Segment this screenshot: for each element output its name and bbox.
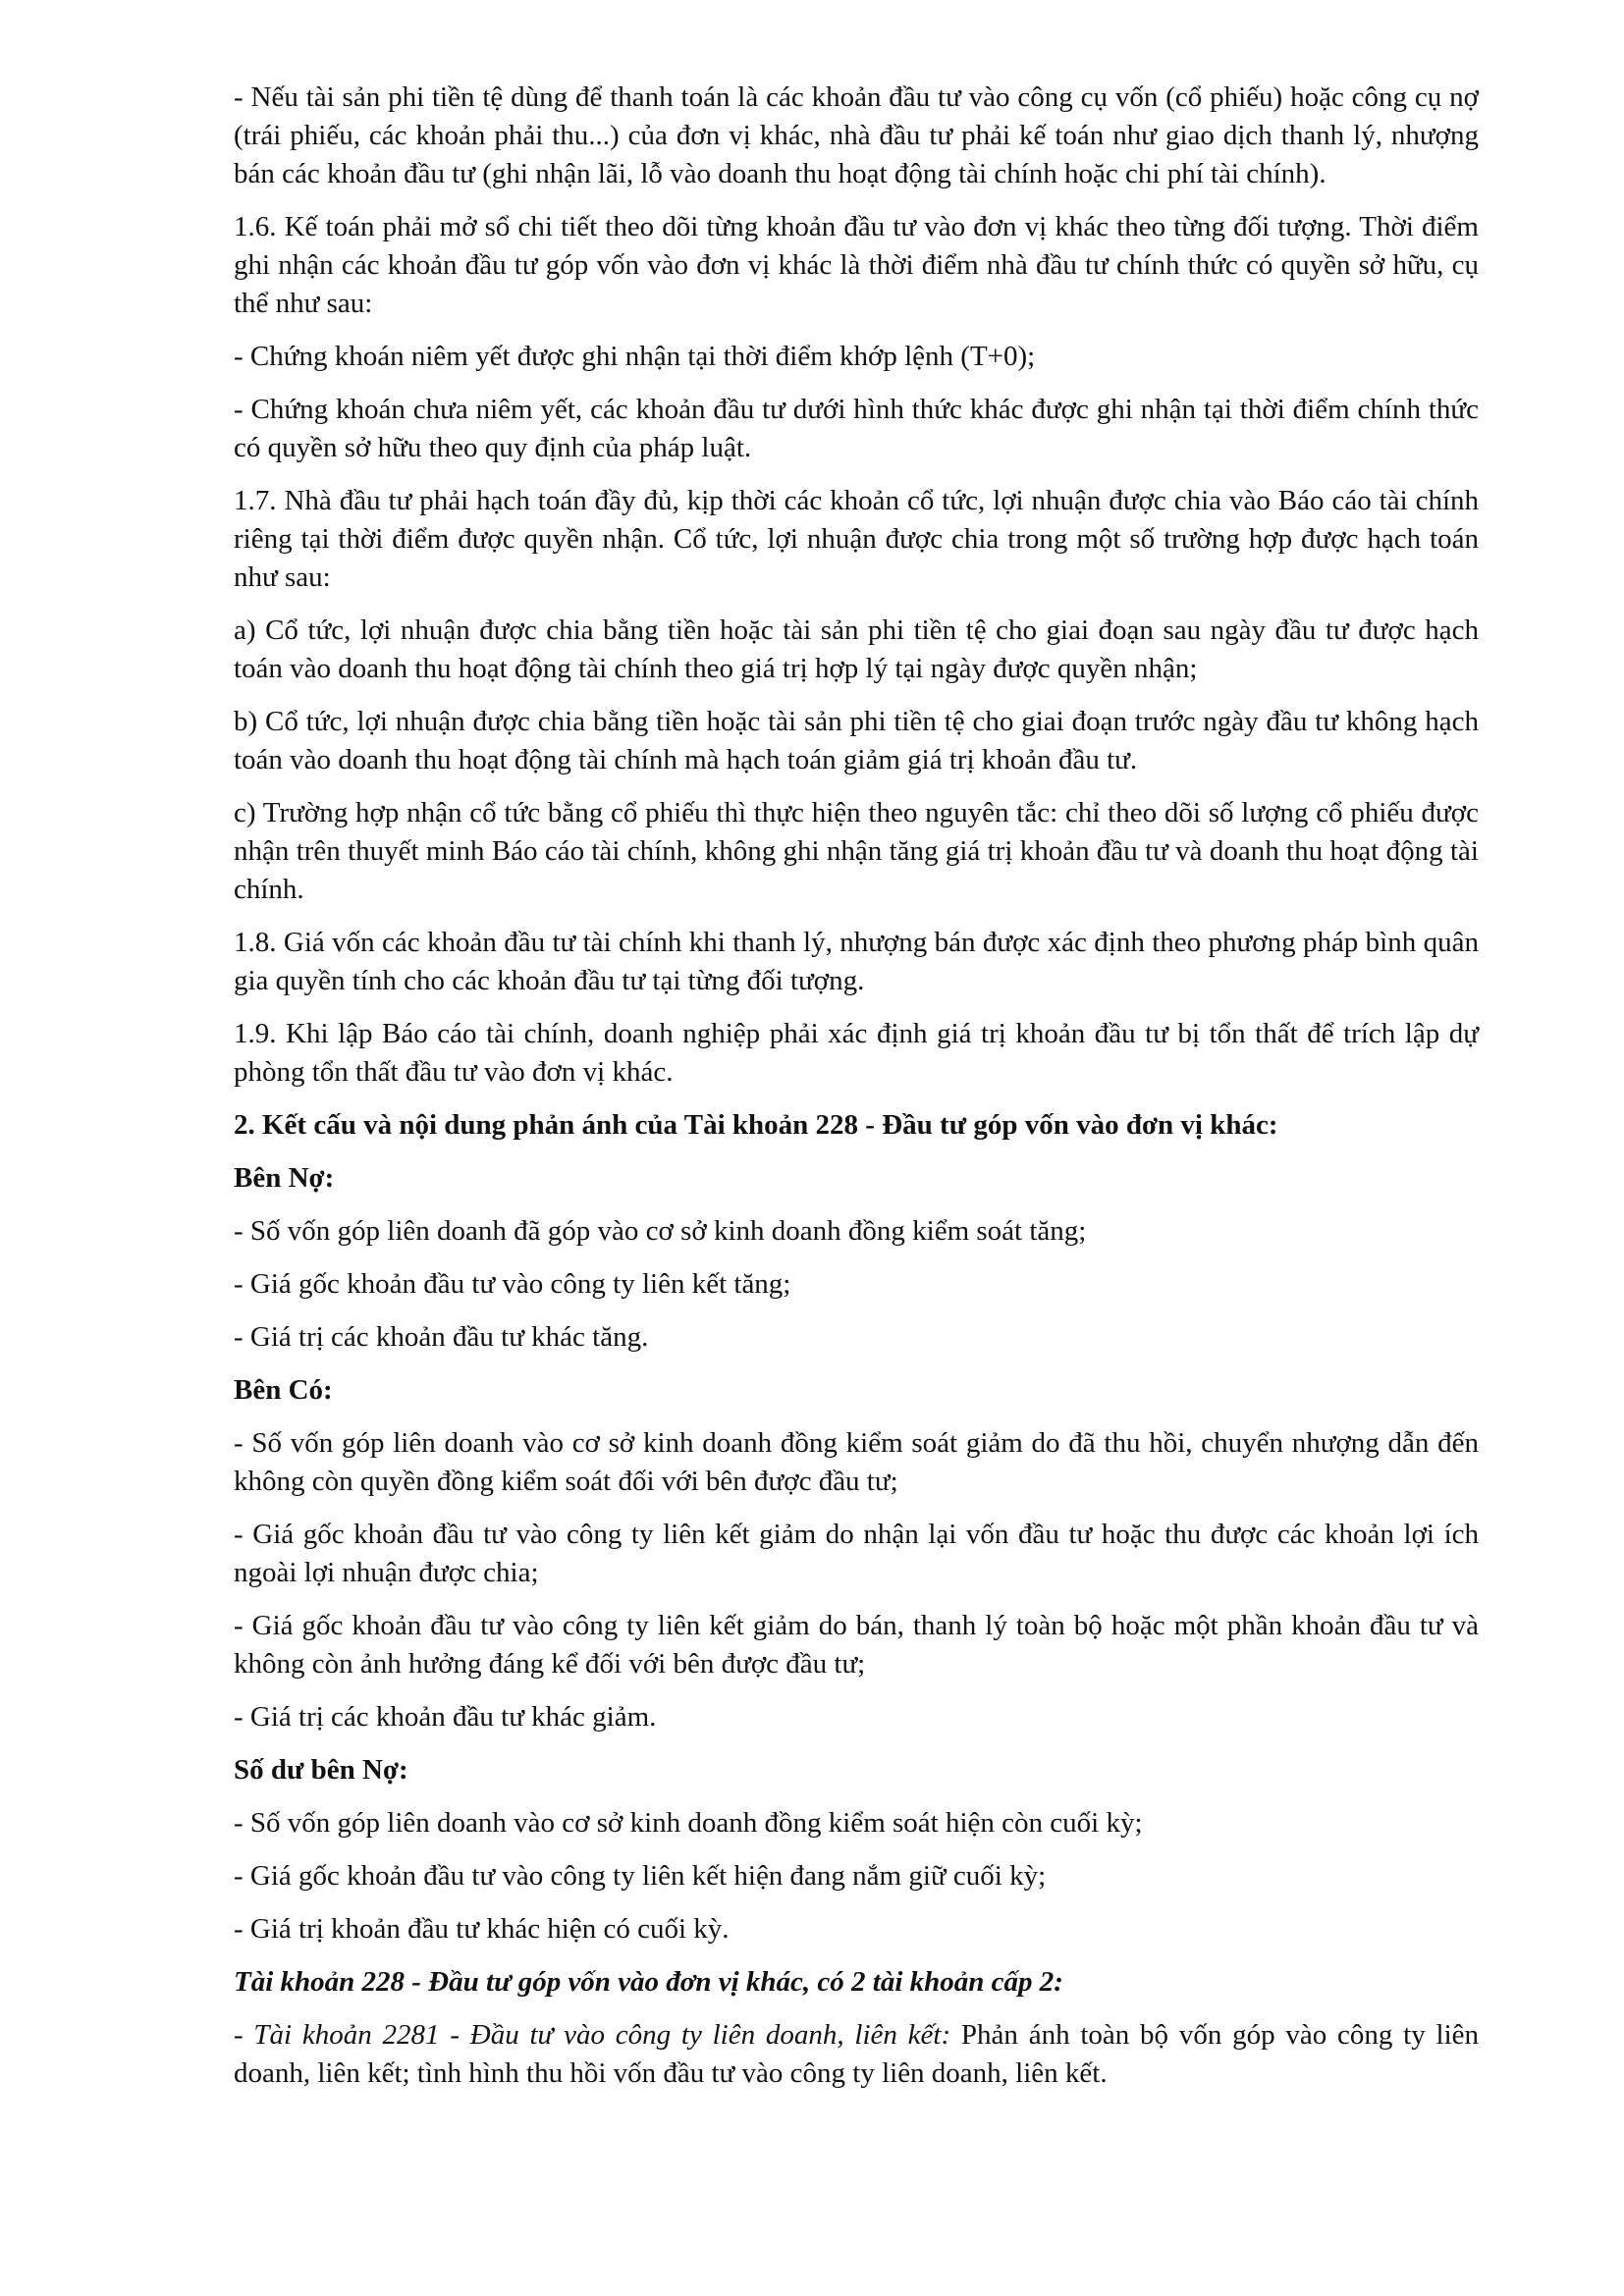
section-heading: 2. Kết cấu và nội dung phản ánh của Tài khoản 228 - Đầu tư góp vốn vào đơn vị khác: — [234, 1109, 1278, 1141]
section-heading: Tài khoản 228 - Đầu tư góp vốn vào đơn vị khác, có 2 tài khoản cấp 2: — [234, 1966, 1063, 1998]
paragraph: - Số vốn góp liên doanh vào cơ sở kinh doanh đồng kiểm soát giảm do đã thu hồi, chuyển nhượng dẫn đến không còn quyền đồng kiểm soát đối với bên được đầu tư; — [234, 1427, 1479, 1497]
paragraph: 1.8. Giá vốn các khoản đầu tư tài chính khi thanh lý, nhượng bán được xác định theo phương pháp bình quân gia quyền tính cho các khoản đầu tư tại từng đối tượng. — [234, 927, 1479, 996]
paragraph: - Chứng khoán niêm yết được ghi nhận tại thời điểm khớp lệnh (T+0); — [234, 341, 1036, 372]
paragraph: - Giá trị các khoản đầu tư khác giảm. — [234, 1701, 657, 1733]
paragraph: - Số vốn góp liên doanh đã góp vào cơ sở kinh doanh đồng kiểm soát tăng; — [234, 1215, 1087, 1247]
paragraph: c) Trường hợp nhận cổ tức bằng cổ phiếu thì thực hiện theo nguyên tắc: chỉ theo dõi số lượng cổ phiếu được nhận trên thuyết minh Báo cáo tài chính, không ghi nhận tăng giá trị khoản đầu tư và doanh thu hoạt động tài chính. — [234, 797, 1479, 905]
paragraph: - Giá gốc khoản đầu tư vào công ty liên kết giảm do nhận lại vốn đầu tư hoặc thu được các khoản lợi ích ngoài lợi nhuận được chia; — [234, 1519, 1479, 1588]
tk2281-description: Phản ánh toàn bộ vốn góp vào công ty liên doanh, liên kết; tình hình thu hồi vốn đầu tư vào công ty liên doanh, liên kết. — [234, 2019, 1479, 2089]
paragraph: - Giá trị khoản đầu tư khác hiện có cuối kỳ. — [234, 1913, 730, 1945]
paragraph: - Chứng khoán chưa niêm yết, các khoản đầu tư dưới hình thức khác được ghi nhận tại thời điểm chính thức có quyền sở hữu theo quy định của pháp luật. — [234, 394, 1479, 463]
paragraph: 1.6. Kế toán phải mở sổ chi tiết theo dõi từng khoản đầu tư vào đơn vị khác theo từng đối tượng. Thời điểm ghi nhận các khoản đầu tư góp vốn vào đơn vị khác là thời điểm nhà đầu tư chính thức có quyền sở hữu, cụ thể như sau: — [234, 211, 1479, 319]
paragraph: - Giá gốc khoản đầu tư vào công ty liên kết hiện đang nắm giữ cuối kỳ; — [234, 1860, 1047, 1892]
document-page — [234, 79, 1479, 2108]
paragraph: a) Cổ tức, lợi nhuận được chia bằng tiền hoặc tài sản phi tiền tệ cho giai đoạn sau ngày đầu tư được hạch toán vào doanh thu hoạt động tài chính theo giá trị hợp lý tại ngày được quyền nhận; — [234, 614, 1479, 684]
paragraph: - Giá trị các khoản đầu tư khác tăng. — [234, 1321, 649, 1353]
section-heading: Số dư bên Nợ: — [234, 1754, 408, 1786]
paragraph: - Giá gốc khoản đầu tư vào công ty liên kết giảm do bán, thanh lý toàn bộ hoặc một phần khoản đầu tư và không còn ảnh hưởng đáng kể đối với bên được đầu tư; — [234, 1610, 1479, 1680]
paragraph: 1.7. Nhà đầu tư phải hạch toán đầy đủ, kịp thời các khoản cổ tức, lợi nhuận được chia vào Báo cáo tài chính riêng tại thời điểm được quyền nhận. Cổ tức, lợi nhuận được chia trong một số trường hợp được hạch toán như sau: — [234, 485, 1479, 593]
paragraph-tk2281 — [234, 2016, 1479, 2093]
paragraph: - Nếu tài sản phi tiền tệ dùng để thanh toán là các khoản đầu tư vào công cụ vốn (cổ phiếu) hoặc công cụ nợ (trái phiếu, các khoản phải thu...) của đơn vị khác, nhà đầu tư phải kế toán như giao dịch thanh lý, nhượng bán các khoản đầu tư (ghi nhận lãi, lỗ vào doanh thu hoạt động tài chính hoặc chi phí tài chính). — [234, 81, 1479, 189]
paragraph: b) Cổ tức, lợi nhuận được chia bằng tiền hoặc tài sản phi tiền tệ cho giai đoạn trước ngày đầu tư không hạch toán vào doanh thu hoạt động tài chính mà hạch toán giảm giá trị khoản đầu tư. — [234, 706, 1479, 775]
document-body — [234, 79, 1479, 2002]
paragraph: - Số vốn góp liên doanh vào cơ sở kinh doanh đồng kiểm soát hiện còn cuối kỳ; — [234, 1807, 1143, 1839]
paragraph: 1.9. Khi lập Báo cáo tài chính, doanh nghiệp phải xác định giá trị khoản đầu tư bị tổn thất để trích lập dự phòng tổn thất đầu tư vào đơn vị khác. — [234, 1018, 1479, 1088]
section-heading: Bên Có: — [234, 1374, 333, 1406]
paragraph: - Giá gốc khoản đầu tư vào công ty liên kết tăng; — [234, 1268, 791, 1300]
section-heading: Bên Nợ: — [234, 1162, 335, 1194]
tk2281-title: - Tài khoản 2281 - Đầu tư vào công ty liên doanh, liên kết: — [234, 2019, 951, 2051]
